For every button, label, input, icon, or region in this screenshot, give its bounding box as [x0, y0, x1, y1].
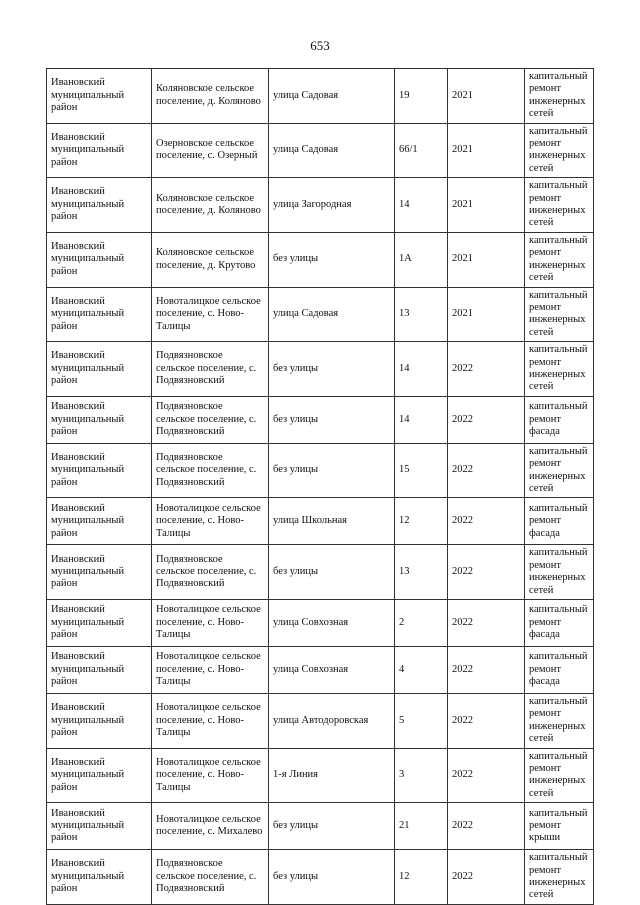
- house-number-cell: 21: [395, 803, 448, 850]
- house-number-cell: 14: [395, 342, 448, 397]
- work-type-cell: капитальный ремонт инженерных сетей: [525, 545, 594, 600]
- house-number-cell: 19: [395, 69, 448, 124]
- house-number-cell: 14: [395, 178, 448, 233]
- district-cell: Ивановский муниципальный район: [47, 178, 152, 233]
- table-row: [47, 694, 594, 749]
- year-cell: 2022: [448, 443, 525, 498]
- table-row: [47, 69, 594, 124]
- settlement-cell: Подвязновское сельское поселение, с. Подвязновский: [152, 545, 269, 600]
- district-cell: Ивановский муниципальный район: [47, 647, 152, 694]
- table-row: [47, 850, 594, 905]
- table-row: [47, 287, 594, 342]
- year-cell: 2022: [448, 803, 525, 850]
- year-cell: 2022: [448, 498, 525, 545]
- work-type-cell: капитальный ремонт инженерных сетей: [525, 287, 594, 342]
- table-row: [47, 600, 594, 647]
- settlement-cell: Новоталицкое сельское поселение, с. Ново-Талицы: [152, 287, 269, 342]
- settlement-cell: Коляновское сельское поселение, д. Коляново: [152, 69, 269, 124]
- year-cell: 2021: [448, 69, 525, 124]
- page-number: 653: [310, 38, 330, 53]
- house-number-cell: 14: [395, 396, 448, 443]
- settlement-cell: Новоталицкое сельское поселение, с. Ново-Талицы: [152, 694, 269, 749]
- street-cell: без улицы: [269, 443, 395, 498]
- work-type-cell: капитальный ремонт инженерных сетей: [525, 123, 594, 178]
- district-cell: Ивановский муниципальный район: [47, 803, 152, 850]
- house-number-cell: 4: [395, 647, 448, 694]
- district-cell: Ивановский муниципальный район: [47, 748, 152, 803]
- year-cell: 2022: [448, 748, 525, 803]
- settlement-cell: Новоталицкое сельское поселение, с. Ново-Талицы: [152, 748, 269, 803]
- district-cell: Ивановский муниципальный район: [47, 443, 152, 498]
- work-type-cell: капитальный ремонт инженерных сетей: [525, 850, 594, 905]
- house-number-cell: 12: [395, 850, 448, 905]
- street-cell: улица Совхозная: [269, 600, 395, 647]
- district-cell: Ивановский муниципальный район: [47, 694, 152, 749]
- district-cell: Ивановский муниципальный район: [47, 396, 152, 443]
- table-row: [47, 342, 594, 397]
- table-row: [47, 545, 594, 600]
- year-cell: 2022: [448, 342, 525, 397]
- year-cell: 2022: [448, 647, 525, 694]
- street-cell: без улицы: [269, 545, 395, 600]
- settlement-cell: Подвязновское сельское поселение, с. Подвязновский: [152, 443, 269, 498]
- house-number-cell: 1А: [395, 232, 448, 287]
- district-cell: Ивановский муниципальный район: [47, 123, 152, 178]
- table-row: [47, 748, 594, 803]
- street-cell: 1-я Линия: [269, 748, 395, 803]
- settlement-cell: Новоталицкое сельское поселение, с. Ново-Талицы: [152, 600, 269, 647]
- work-type-cell: капитальный ремонт крыши: [525, 803, 594, 850]
- year-cell: 2022: [448, 600, 525, 647]
- work-type-cell: капитальный ремонт инженерных сетей: [525, 232, 594, 287]
- street-cell: без улицы: [269, 232, 395, 287]
- house-number-cell: 12: [395, 498, 448, 545]
- work-type-cell: капитальный ремонт инженерных сетей: [525, 748, 594, 803]
- street-cell: без улицы: [269, 342, 395, 397]
- work-type-cell: капитальный ремонт фасада: [525, 498, 594, 545]
- settlement-cell: Новоталицкое сельское поселение, с. Ново-Талицы: [152, 647, 269, 694]
- table-row: [47, 232, 594, 287]
- street-cell: улица Автодоровская: [269, 694, 395, 749]
- work-type-cell: капитальный ремонт инженерных сетей: [525, 178, 594, 233]
- table-row: [47, 396, 594, 443]
- house-number-cell: 13: [395, 545, 448, 600]
- house-number-cell: 3: [395, 748, 448, 803]
- settlement-cell: Новоталицкое сельское поселение, с. Ново-Талицы: [152, 498, 269, 545]
- street-cell: улица Школьная: [269, 498, 395, 545]
- table-body: [47, 69, 594, 905]
- district-cell: Ивановский муниципальный район: [47, 342, 152, 397]
- work-type-cell: капитальный ремонт фасада: [525, 600, 594, 647]
- house-number-cell: 15: [395, 443, 448, 498]
- settlement-cell: Подвязновское сельское поселение, с. Подвязновский: [152, 342, 269, 397]
- house-number-cell: 13: [395, 287, 448, 342]
- street-cell: улица Садовая: [269, 123, 395, 178]
- housing-repair-table: [46, 68, 594, 905]
- table-row: [47, 803, 594, 850]
- year-cell: 2021: [448, 232, 525, 287]
- district-cell: Ивановский муниципальный район: [47, 850, 152, 905]
- house-number-cell: 5: [395, 694, 448, 749]
- table-row: [47, 443, 594, 498]
- street-cell: без улицы: [269, 396, 395, 443]
- street-cell: улица Садовая: [269, 287, 395, 342]
- year-cell: 2022: [448, 850, 525, 905]
- settlement-cell: Подвязновское сельское поселение, с. Подвязновский: [152, 850, 269, 905]
- settlement-cell: Коляновское сельское поселение, д. Коляново: [152, 178, 269, 233]
- district-cell: Ивановский муниципальный район: [47, 600, 152, 647]
- district-cell: Ивановский муниципальный район: [47, 545, 152, 600]
- settlement-cell: Новоталицкое сельское поселение, с. Михалево: [152, 803, 269, 850]
- work-type-cell: капитальный ремонт инженерных сетей: [525, 694, 594, 749]
- settlement-cell: Подвязновское сельское поселение, с. Подвязновский: [152, 396, 269, 443]
- year-cell: 2022: [448, 396, 525, 443]
- work-type-cell: капитальный ремонт фасада: [525, 396, 594, 443]
- district-cell: Ивановский муниципальный район: [47, 69, 152, 124]
- work-type-cell: капитальный ремонт инженерных сетей: [525, 342, 594, 397]
- table-row: [47, 123, 594, 178]
- work-type-cell: капитальный ремонт инженерных сетей: [525, 443, 594, 498]
- street-cell: без улицы: [269, 803, 395, 850]
- work-type-cell: капитальный ремонт фасада: [525, 647, 594, 694]
- table-row: [47, 178, 594, 233]
- year-cell: 2022: [448, 694, 525, 749]
- settlement-cell: Озерновское сельское поселение, с. Озерный: [152, 123, 269, 178]
- district-cell: Ивановский муниципальный район: [47, 287, 152, 342]
- work-type-cell: капитальный ремонт инженерных сетей: [525, 69, 594, 124]
- year-cell: 2022: [448, 545, 525, 600]
- settlement-cell: Коляновское сельское поселение, д. Крутово: [152, 232, 269, 287]
- district-cell: Ивановский муниципальный район: [47, 232, 152, 287]
- year-cell: 2021: [448, 287, 525, 342]
- street-cell: улица Загородная: [269, 178, 395, 233]
- street-cell: без улицы: [269, 850, 395, 905]
- street-cell: улица Совхозная: [269, 647, 395, 694]
- table-row: [47, 647, 594, 694]
- house-number-cell: 2: [395, 600, 448, 647]
- street-cell: улица Садовая: [269, 69, 395, 124]
- year-cell: 2021: [448, 123, 525, 178]
- district-cell: Ивановский муниципальный район: [47, 498, 152, 545]
- year-cell: 2021: [448, 178, 525, 233]
- house-number-cell: 66/1: [395, 123, 448, 178]
- table-row: [47, 498, 594, 545]
